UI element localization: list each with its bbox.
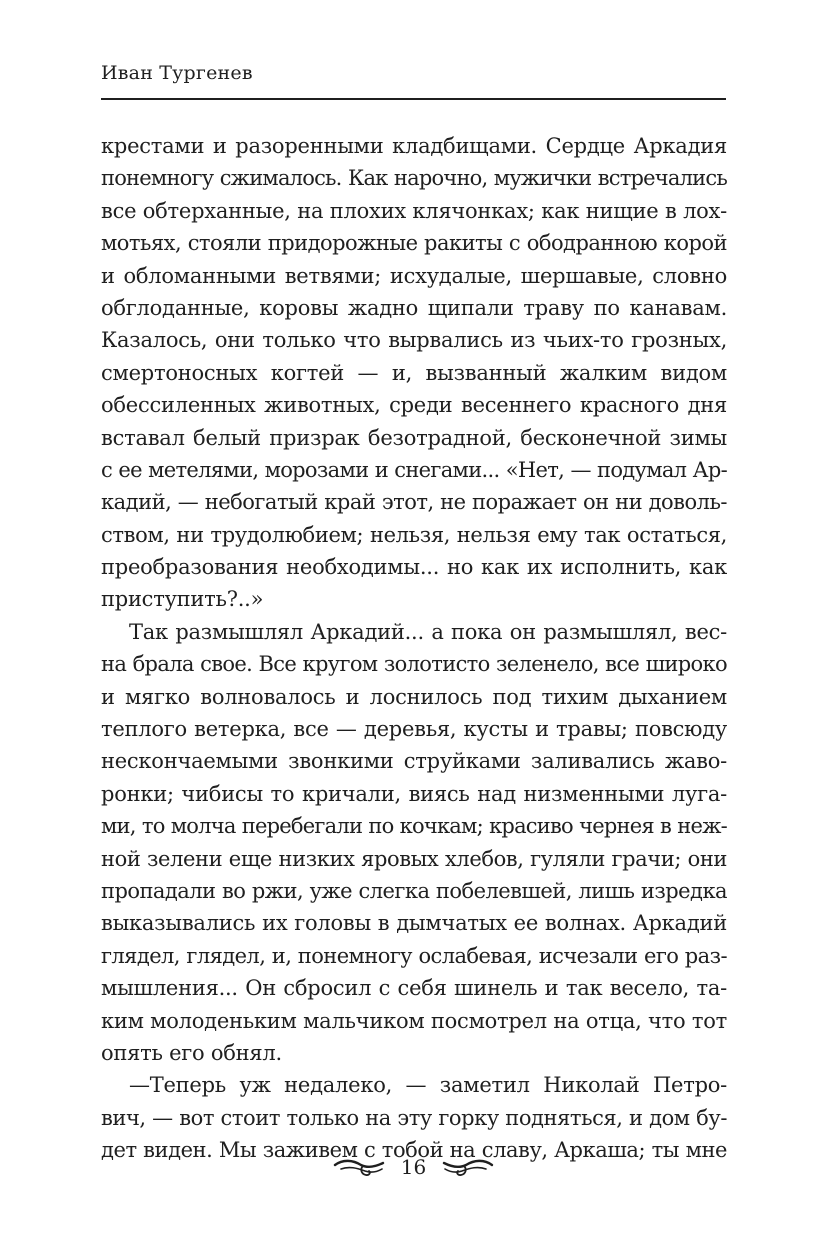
page-body-text [101, 130, 727, 1167]
text-line: кадий, — небогатый край этот, не поражает он ни доволь- [101, 490, 727, 515]
text-line: ством, ни трудолюбием; нельзя, нельзя ему так остаться, [101, 522, 727, 547]
right-flourish-icon [442, 1156, 494, 1178]
text-line: вставал белый призрак безотрадной, бесконечной зимы [101, 425, 727, 450]
text-line: глядел, глядел, и, понемногу ослабевая, исчезали его раз- [101, 943, 727, 968]
text-line: ронки; чибисы то кричали, виясь над низменными луга- [101, 781, 727, 806]
text-line: и обломанными ветвями; исхудалые, шершавые, словно [101, 263, 727, 288]
text-line: пропадали во ржи, уже слегка побелевшей, лишь изредка [101, 878, 727, 903]
text-line: ной зелени еще низких яровых хлебов, гуляли грачи; они [101, 846, 727, 871]
text-line: выказывались их головы в дымчатых ее волнах. Аркадий [101, 911, 727, 936]
text-line: крестами и разоренными кладбищами. Сердце Аркадия [101, 134, 727, 158]
text-line: Так размышлял Аркадий... а пока он размышлял, вес- [129, 619, 727, 644]
text-line: опять его обнял. [101, 1040, 282, 1065]
text-line: нескончаемыми звонкими струйками заливались жаво- [101, 749, 727, 774]
text-line: обессиленных животных, среди весеннего красного дня [101, 393, 727, 418]
text-line: понемногу сжималось. Как нарочно, мужички встречались [101, 166, 727, 191]
text-line: приступить?..» [101, 587, 264, 612]
text-line: теплого ветерка, все — деревья, кусты и травы; повсюду [101, 717, 727, 742]
text-line: смертоносных когтей — и, вызванный жалким видом [101, 360, 727, 385]
text-line: дет виден. Мы заживем с тобой на славу, Аркаша; ты мне [101, 1138, 727, 1163]
text-line: вич, — вот стоит только на эту горку подняться, и дом бу- [101, 1105, 727, 1130]
text-line: Казалось, они только что вырвались из чьих-то грозных, [101, 328, 727, 353]
page-number: 16 [400, 1155, 427, 1179]
text-line: все обтерханные, на плохих клячонках; как нищие в лох- [101, 198, 727, 223]
text-line: с ее метелями, морозами и снегами... «Нет, — подумал Ар- [101, 457, 727, 482]
text-line: —Теперь уж недалеко, — заметил Николай Петро- [129, 1073, 727, 1098]
text-line: ми, то молча перебегали по кочкам; красиво чернея в неж- [101, 814, 727, 839]
text-line: обглоданные, коровы жадно щипали траву по канавам. [101, 295, 727, 320]
header-rule [101, 98, 726, 100]
running-head-author: Иван Тургенев [101, 62, 253, 84]
text-line: и мягко волновалось и лоснилось под тихим дыханием [101, 684, 727, 709]
left-flourish-icon [333, 1156, 385, 1178]
text-line: мотьях, стояли придорожные ракиты с ободранною корой [101, 231, 727, 256]
text-line: мышления... Он сбросил с себя шинель и так весело, та- [101, 976, 727, 1001]
text-line: на брала свое. Все кругом золотисто зеленело, все широко [101, 652, 727, 677]
text-line: ким молоденьким мальчиком посмотрел на отца, что тот [101, 1008, 727, 1033]
text-line: преобразования необходимы... но как их исполнить, как [101, 555, 727, 580]
page-footer [0, 1150, 827, 1184]
